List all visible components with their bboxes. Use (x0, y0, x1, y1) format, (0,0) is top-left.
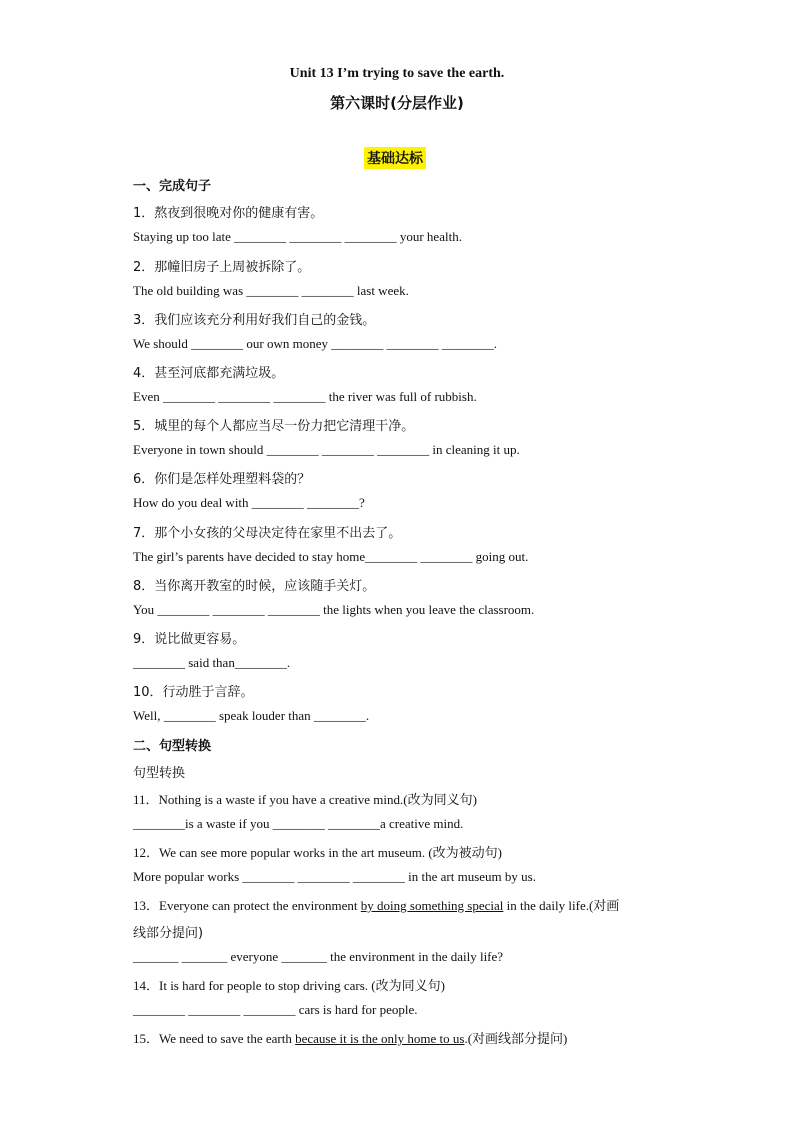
question-suffix: in the daily life.(对画 (503, 898, 620, 913)
question-suffix: .(对画线部分提问) (464, 1031, 568, 1046)
section-subheading: 句型转换 (133, 766, 186, 781)
answer-line: ________ ________ ________ cars is hard for people. (133, 1002, 418, 1017)
question-text: 14．It is hard for people to stop driving cars. (改为同义句) (133, 978, 445, 993)
level-badge: 基础达标 (364, 147, 426, 169)
question-cn: 5．城里的每个人都应当尽一份力把它清理干净。 (133, 419, 415, 434)
question-en: How do you deal with ________ ________? (133, 495, 365, 510)
page-subtitle: 第六课时(分层作业) (330, 94, 464, 112)
question-prefix: 15．We need to save the earth (133, 1031, 296, 1046)
underlined-phrase: by doing something special (360, 898, 504, 913)
question-cn: 4．甚至河底都充满垃圾。 (133, 366, 285, 381)
question-cn: 2．那幢旧房子上周被拆除了。 (133, 260, 311, 275)
question-cn: 7．那个小女孩的父母决定待在家里不出去了。 (133, 526, 402, 541)
question-cn: 10．行动胜于言辞。 (133, 685, 254, 700)
question-en: Well, ________ speak louder than ________. (133, 708, 370, 723)
question-en: We should ________ our own money ________ ________ ________. (133, 336, 498, 351)
question-prefix: 13．Everyone can protect the environment (133, 898, 361, 913)
question-cn: 8．当你离开教室的时候，应该随手关灯。 (133, 579, 376, 594)
question-en: ________ said than________. (133, 655, 291, 670)
question-en: Staying up too late ________ ________ ________ your health. (133, 229, 462, 244)
question-text: 11．Nothing is a waste if you have a creative mind.(改为同义句) (133, 792, 477, 807)
question-en: You ________ ________ ________ the lights when you leave the classroom. (133, 602, 535, 617)
section-heading: 一、完成句子 (133, 179, 212, 194)
answer-line: ________is a waste if you ________ ________a creative mind. (133, 816, 464, 831)
question-en: Even ________ ________ ________ the river was full of rubbish. (133, 389, 477, 404)
question-text: 12．We can see more popular works in the art museum. (改为被动句) (133, 845, 503, 860)
question-en: Everyone in town should ________ ________ ________ in cleaning it up. (133, 442, 520, 457)
question-en: The old building was ________ ________ last week. (133, 283, 409, 298)
question-continuation: 线部分提问) (133, 926, 204, 941)
question-text (133, 895, 673, 914)
question-cn: 9．说比做更容易。 (133, 632, 246, 647)
question-en: The girl’s parents have decided to stay home________ ________ going out. (133, 549, 529, 564)
question-cn: 6．你们是怎样处理塑料袋的？ (133, 472, 311, 487)
answer-line: _______ _______ everyone _______ the environment in the daily life? (133, 949, 504, 964)
question-text (133, 1028, 673, 1047)
underlined-phrase: because it is the only home to us (295, 1031, 465, 1046)
question-cn: 3．我们应该充分利用好我们自己的金钱。 (133, 313, 376, 328)
section-heading: 二、句型转换 (133, 739, 212, 754)
answer-line: More popular works ________ ________ ________ in the art museum by us. (133, 869, 536, 884)
question-cn: 1．熬夜到很晚对你的健康有害。 (133, 206, 324, 221)
page-title: Unit 13 I’m trying to save the earth. (289, 66, 505, 81)
